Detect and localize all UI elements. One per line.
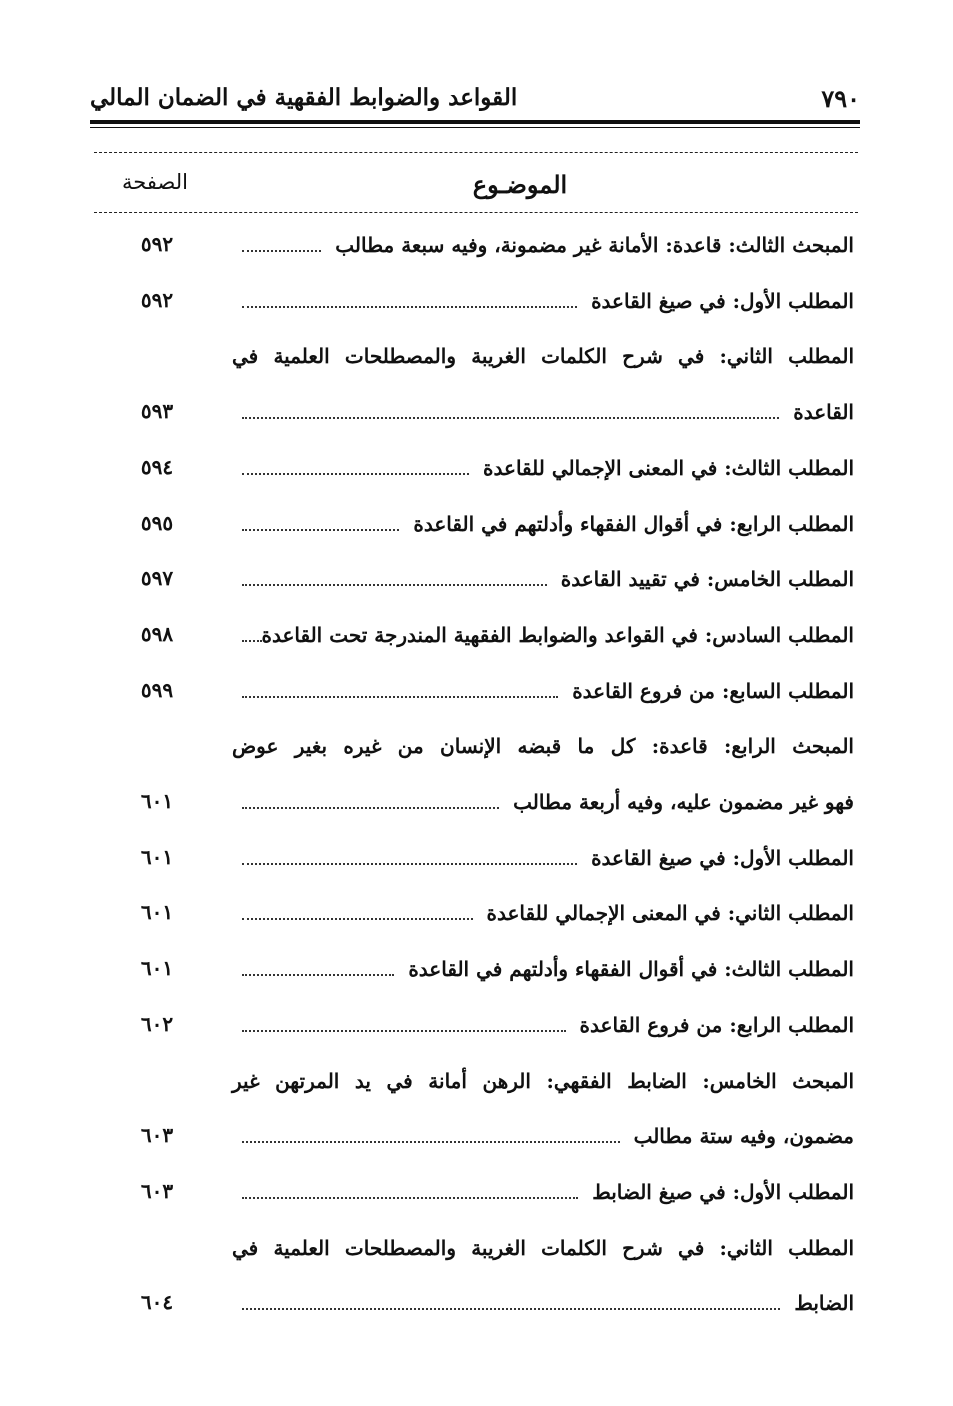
leader-dots [242, 1030, 566, 1032]
toc-entry-text: المطلب السادس: في القواعد والضوابط الفقهية المندرجة تحت القاعدة [261, 623, 854, 647]
toc-entry[interactable] [232, 890, 854, 946]
toc-entry-text: المطلب الأول: في صيغ الضابط [592, 1180, 854, 1204]
toc-entry-text: المطلب السابع: من فروع القاعدة [572, 679, 854, 703]
toc-entry[interactable] [232, 389, 854, 445]
toc-entry[interactable] [232, 1280, 854, 1336]
toc-page-number: ٦٠٢ [140, 1012, 174, 1036]
leader-dots [242, 584, 547, 586]
leader-dots [242, 640, 262, 642]
column-heading-page: الصفحة [122, 170, 188, 194]
toc-page-number: ٦٠١ [140, 789, 174, 813]
leader-dots [242, 807, 499, 809]
column-heading-topic: الموضـوع [472, 170, 568, 199]
toc-page-number: ٦٠١ [140, 900, 174, 924]
toc-page-number: ٦٠٣ [140, 1123, 174, 1147]
toc-page-number: ٥٩٣ [140, 399, 174, 423]
toc-entry[interactable] [232, 723, 854, 779]
leader-dots [242, 696, 558, 698]
toc-entry-text: المطلب الأول: في صيغ القاعدة [591, 846, 854, 870]
toc-entry[interactable] [232, 556, 854, 612]
leader-dots [242, 473, 469, 475]
toc-entry[interactable] [232, 1002, 854, 1058]
running-title: القواعد والضوابط الفقهية في الضمان المالي [90, 84, 518, 111]
toc-entry-text: المطلب الثاني: في شرح الكلمات الغريبة والمصطلحات العلمية في [232, 1236, 854, 1260]
toc-entry[interactable] [232, 1169, 854, 1225]
toc-page-number: ٥٩٩ [140, 678, 174, 702]
toc-entry[interactable] [232, 222, 854, 278]
toc-page-number: ٥٩٥ [140, 511, 174, 535]
leader-dots [242, 250, 321, 252]
toc-entry-text: المبحث الخامس: الضابط الفقهي: الرهن أمانة في يد المرتهن غير [232, 1069, 854, 1093]
toc-page-number: ٦٠٣ [140, 1179, 174, 1203]
toc-page-number: ٦٠١ [140, 956, 174, 980]
page-number: ٧٩٠ [821, 84, 860, 113]
leader-dots [242, 974, 394, 976]
toc-entry[interactable] [232, 835, 854, 891]
toc-entry-text: فهو غير مضمون عليه، وفيه أربعة مطالب [513, 790, 854, 814]
toc-page-number: ٦٠١ [140, 845, 174, 869]
toc-entry[interactable] [232, 333, 854, 389]
leader-dots [242, 306, 577, 308]
leader-dots [242, 417, 779, 419]
toc-page-number: ٦٠٤ [140, 1290, 174, 1314]
toc-entry[interactable] [232, 946, 854, 1002]
toc-entry-text: المطلب الثاني: في المعنى الإجمالي للقاعدة [486, 901, 854, 925]
leader-dots [242, 918, 473, 920]
toc-entry-text: المطلب الثالث: في المعنى الإجمالي للقاعدة [483, 456, 854, 480]
toc-entry[interactable] [232, 612, 854, 668]
toc-entry-text: مضمون، وفيه ستة مطالب [633, 1124, 854, 1148]
toc-entry[interactable] [232, 668, 854, 724]
leader-dots [242, 529, 399, 531]
toc-entry-text: المطلب الرابع: من فروع القاعدة [579, 1013, 854, 1037]
toc-entry-text: المبحث الثالث: قاعدة: الأمانة غير مضمونة، وفيه سبعة مطالب [335, 233, 854, 257]
toc-entry-text: المبحث الرابع: قاعدة: كل ما قبضه الإنسان من غيره بغير عوض [232, 734, 854, 758]
leader-dots [242, 1308, 780, 1310]
toc-entry[interactable] [232, 779, 854, 835]
toc-entry-text: المطلب الرابع: في أقوال الفقهاء وأدلتهم في القاعدة [413, 512, 854, 536]
toc-entry[interactable] [232, 445, 854, 501]
leader-dots [242, 1197, 578, 1199]
toc-entry[interactable] [232, 278, 854, 334]
toc-entry[interactable] [232, 1058, 854, 1114]
toc-page-number: ٥٩٧ [140, 566, 174, 590]
toc-entry-text: القاعدة [793, 400, 854, 424]
toc-entry-text: المطلب الثالث: في أقوال الفقهاء وأدلتهم في القاعدة [408, 957, 854, 981]
toc-entry-text: المطلب الأول: في صيغ القاعدة [591, 289, 854, 313]
toc-entry[interactable] [232, 501, 854, 557]
toc-page-number: ٥٩٨ [140, 622, 174, 646]
toc-entry[interactable] [232, 1225, 854, 1281]
toc-entry[interactable] [232, 1113, 854, 1169]
toc-page-number: ٥٩٤ [140, 455, 174, 479]
toc-page-number: ٥٩٢ [140, 232, 174, 256]
toc-page-number: ٥٩٢ [140, 288, 174, 312]
toc-entry-text: المطلب الثاني: في شرح الكلمات الغريبة والمصطلحات العلمية في [232, 344, 854, 368]
leader-dots [242, 863, 577, 865]
leader-dots [242, 1141, 620, 1143]
toc-entry-text: المطلب الخامس: في تقييد القاعدة [560, 567, 854, 591]
toc-entry-text: الضابط [794, 1291, 854, 1315]
